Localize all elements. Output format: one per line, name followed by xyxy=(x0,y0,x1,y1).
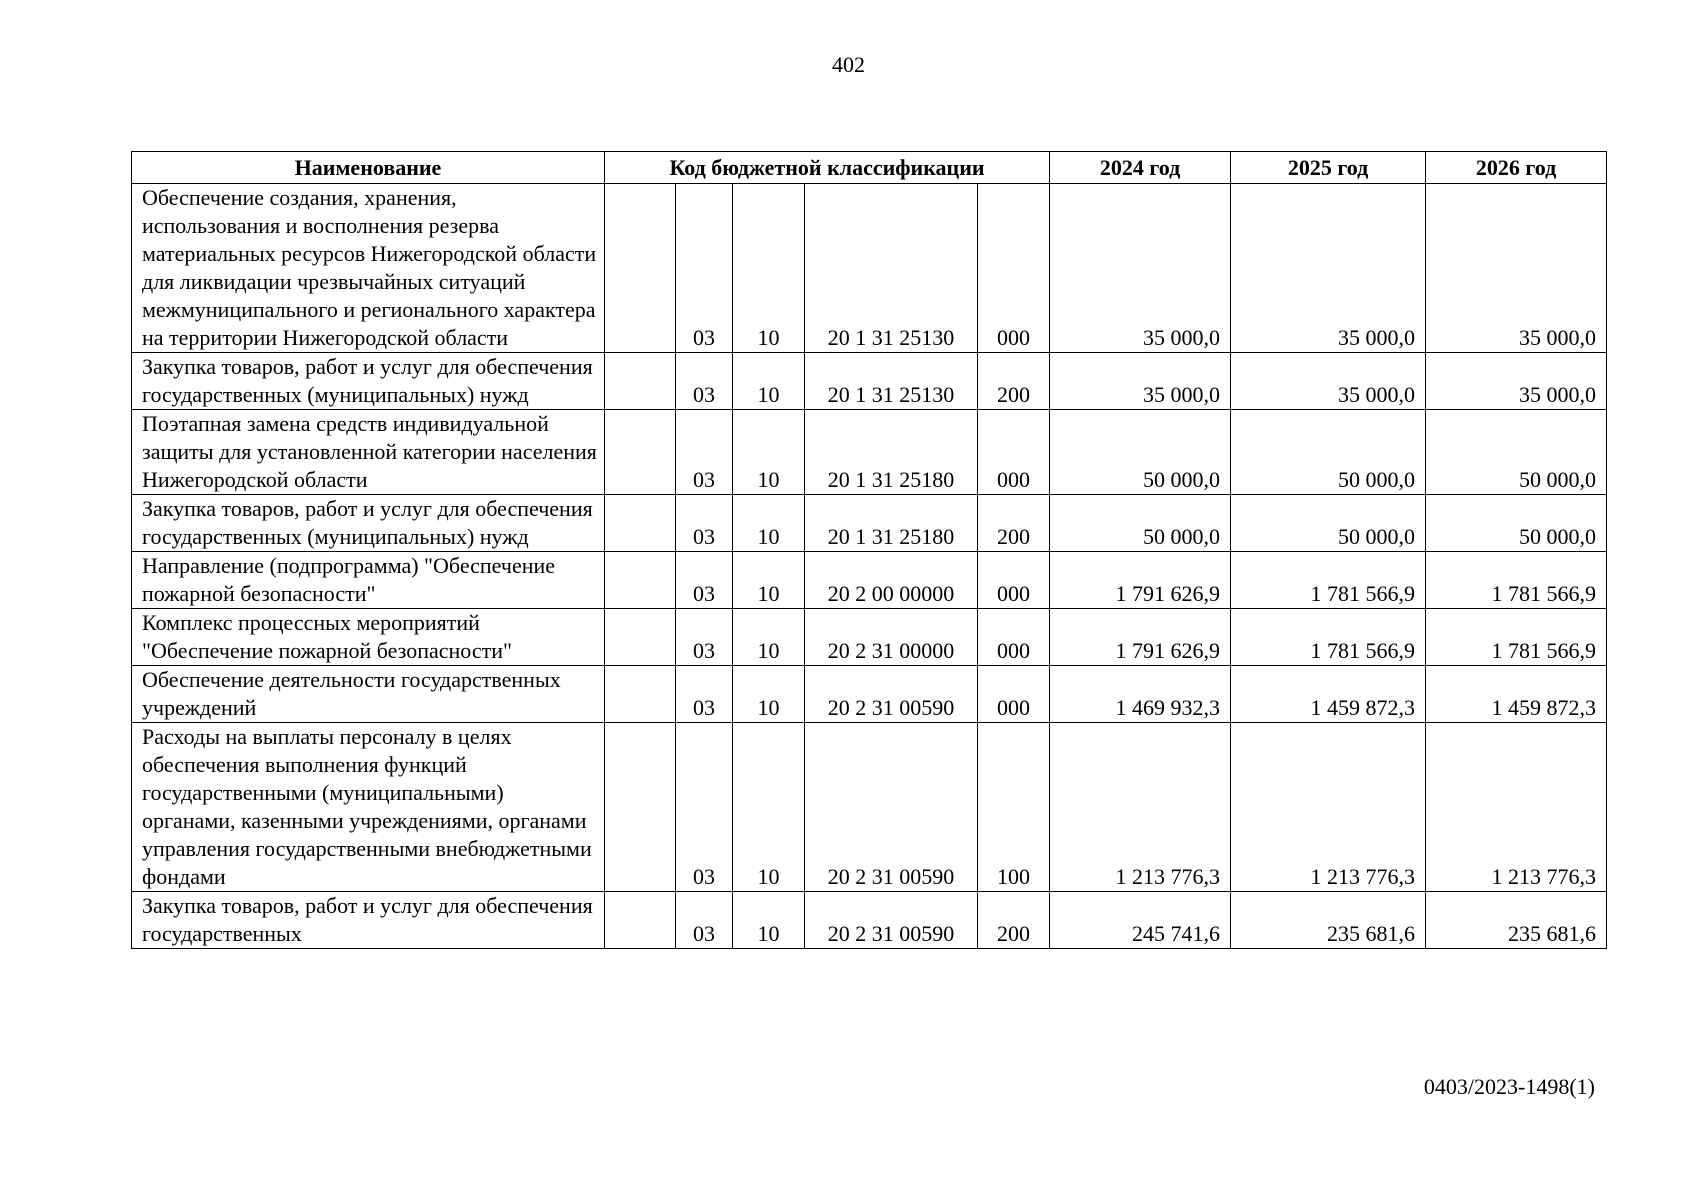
amount-2026: 1 781 566,9 xyxy=(1426,609,1607,666)
amount-2024: 1 791 626,9 xyxy=(1050,552,1231,609)
row-name: Комплекс процессных мероприятий "Обеспечение пожарной безопасности" xyxy=(132,609,605,666)
amount-2024: 1 791 626,9 xyxy=(1050,609,1231,666)
amount-2024: 245 741,6 xyxy=(1050,892,1231,949)
expense-type-code: 000 xyxy=(978,609,1050,666)
empty-cell xyxy=(605,410,676,495)
table-row xyxy=(132,552,1607,609)
section-code: 03 xyxy=(676,609,733,666)
header-2026: 2026 год xyxy=(1426,152,1607,184)
amount-2026: 50 000,0 xyxy=(1426,495,1607,552)
row-name: Обеспечение создания, хранения, использования и восполнения резерва материальных ресурсов Нижегородской области для ликвидации чрезвычайных ситуаций межмуниципального и регионального характера на территории Нижегородской области xyxy=(132,184,605,353)
amount-2025: 50 000,0 xyxy=(1231,495,1426,552)
section-code: 03 xyxy=(676,892,733,949)
header-name: Наименование xyxy=(132,152,605,184)
target-article-code: 20 1 31 25180 xyxy=(805,410,978,495)
amount-2026: 35 000,0 xyxy=(1426,184,1607,353)
section-code: 03 xyxy=(676,184,733,353)
amount-2024: 35 000,0 xyxy=(1050,353,1231,410)
empty-cell xyxy=(605,892,676,949)
expense-type-code: 000 xyxy=(978,184,1050,353)
empty-cell xyxy=(605,552,676,609)
header-2024: 2024 год xyxy=(1050,152,1231,184)
target-article-code: 20 1 31 25180 xyxy=(805,495,978,552)
empty-cell xyxy=(605,723,676,892)
amount-2024: 1 213 776,3 xyxy=(1050,723,1231,892)
amount-2025: 1 781 566,9 xyxy=(1231,552,1426,609)
amount-2024: 1 469 932,3 xyxy=(1050,666,1231,723)
budget-table xyxy=(131,151,1607,949)
row-name: Закупка товаров, работ и услуг для обеспечения государственных xyxy=(132,892,605,949)
section-code: 03 xyxy=(676,666,733,723)
table-header-row xyxy=(132,152,1607,184)
section-code: 03 xyxy=(676,552,733,609)
page-number: 402 xyxy=(832,52,865,77)
target-article-code: 20 2 31 00590 xyxy=(805,666,978,723)
table-row xyxy=(132,495,1607,552)
amount-2025: 50 000,0 xyxy=(1231,410,1426,495)
amount-2024: 35 000,0 xyxy=(1050,184,1231,353)
expense-type-code: 100 xyxy=(978,723,1050,892)
empty-cell xyxy=(605,184,676,353)
subsection-code: 10 xyxy=(733,184,805,353)
amount-2025: 35 000,0 xyxy=(1231,353,1426,410)
target-article-code: 20 2 31 00000 xyxy=(805,609,978,666)
empty-cell xyxy=(605,495,676,552)
amount-2026: 50 000,0 xyxy=(1426,410,1607,495)
empty-cell xyxy=(605,666,676,723)
row-name: Обеспечение деятельности государственных учреждений xyxy=(132,666,605,723)
amount-2025: 1 781 566,9 xyxy=(1231,609,1426,666)
subsection-code: 10 xyxy=(733,609,805,666)
target-article-code: 20 1 31 25130 xyxy=(805,353,978,410)
target-article-code: 20 2 31 00590 xyxy=(805,723,978,892)
empty-cell xyxy=(605,609,676,666)
subsection-code: 10 xyxy=(733,552,805,609)
amount-2025: 1 459 872,3 xyxy=(1231,666,1426,723)
subsection-code: 10 xyxy=(733,666,805,723)
table-row xyxy=(132,353,1607,410)
subsection-code: 10 xyxy=(733,495,805,552)
amount-2025: 235 681,6 xyxy=(1231,892,1426,949)
table-row xyxy=(132,723,1607,892)
subsection-code: 10 xyxy=(733,353,805,410)
expense-type-code: 000 xyxy=(978,410,1050,495)
table-row xyxy=(132,609,1607,666)
target-article-code: 20 2 00 00000 xyxy=(805,552,978,609)
section-code: 03 xyxy=(676,353,733,410)
expense-type-code: 200 xyxy=(978,892,1050,949)
amount-2024: 50 000,0 xyxy=(1050,410,1231,495)
amount-2026: 1 459 872,3 xyxy=(1426,666,1607,723)
table-row xyxy=(132,184,1607,353)
row-name: Закупка товаров, работ и услуг для обеспечения государственных (муниципальных) нужд xyxy=(132,353,605,410)
amount-2024: 50 000,0 xyxy=(1050,495,1231,552)
expense-type-code: 200 xyxy=(978,495,1050,552)
table-row xyxy=(132,892,1607,949)
expense-type-code: 200 xyxy=(978,353,1050,410)
expense-type-code: 000 xyxy=(978,552,1050,609)
header-code: Код бюджетной классификации xyxy=(605,152,1050,184)
empty-cell xyxy=(605,353,676,410)
row-name: Поэтапная замена средств индивидуальной защиты для установленной категории населения Нижегородской области xyxy=(132,410,605,495)
document-number: 0403/2023-1498(1) xyxy=(1423,1074,1595,1099)
amount-2025: 1 213 776,3 xyxy=(1231,723,1426,892)
row-name: Расходы на выплаты персоналу в целях обеспечения выполнения функций государственными (муниципальными) органами, казенными учреждениями, органами управления государственными внебюджетными фондами xyxy=(132,723,605,892)
amount-2026: 235 681,6 xyxy=(1426,892,1607,949)
table-row xyxy=(132,666,1607,723)
row-name: Закупка товаров, работ и услуг для обеспечения государственных (муниципальных) нужд xyxy=(132,495,605,552)
amount-2025: 35 000,0 xyxy=(1231,184,1426,353)
subsection-code: 10 xyxy=(733,892,805,949)
amount-2026: 35 000,0 xyxy=(1426,353,1607,410)
section-code: 03 xyxy=(676,495,733,552)
header-2025: 2025 год xyxy=(1231,152,1426,184)
amount-2026: 1 213 776,3 xyxy=(1426,723,1607,892)
amount-2026: 1 781 566,9 xyxy=(1426,552,1607,609)
target-article-code: 20 2 31 00590 xyxy=(805,892,978,949)
subsection-code: 10 xyxy=(733,723,805,892)
expense-type-code: 000 xyxy=(978,666,1050,723)
section-code: 03 xyxy=(676,410,733,495)
subsection-code: 10 xyxy=(733,410,805,495)
row-name: Направление (подпрограмма) "Обеспечение пожарной безопасности" xyxy=(132,552,605,609)
section-code: 03 xyxy=(676,723,733,892)
target-article-code: 20 1 31 25130 xyxy=(805,184,978,353)
table-row xyxy=(132,410,1607,495)
